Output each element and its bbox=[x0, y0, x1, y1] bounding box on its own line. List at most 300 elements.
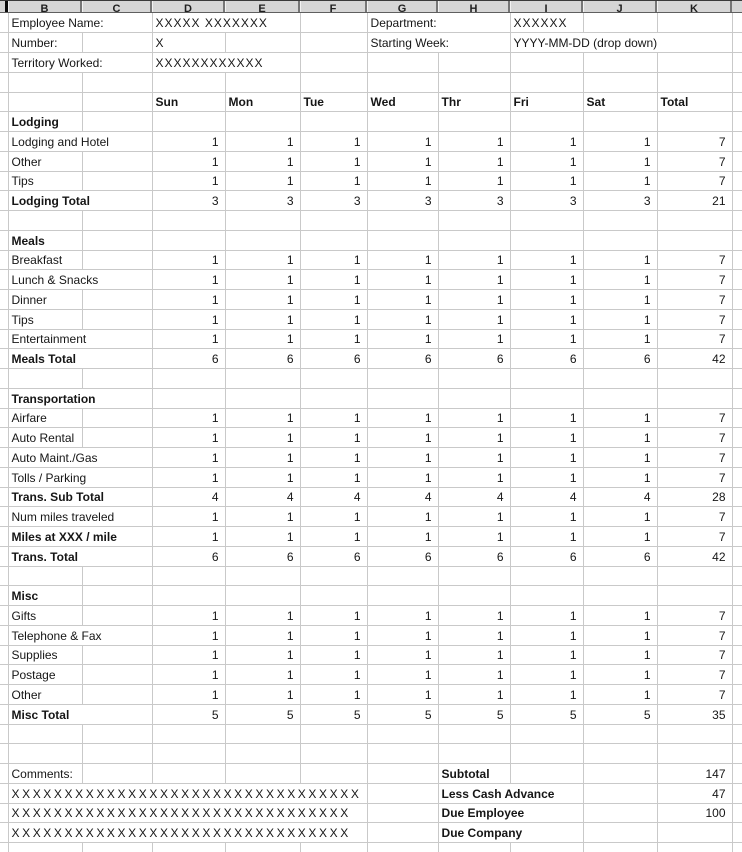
blank-cell[interactable] bbox=[0, 507, 8, 527]
cell-other-0[interactable]: 1 bbox=[152, 151, 225, 171]
cell-lodging-total-0[interactable]: 3 bbox=[152, 191, 225, 211]
blank-cell[interactable] bbox=[732, 53, 742, 73]
cell-meals-total-1[interactable]: 6 bbox=[225, 349, 300, 369]
blank-cell[interactable] bbox=[225, 369, 300, 389]
blank-cell[interactable] bbox=[732, 230, 742, 250]
blank-cell[interactable] bbox=[510, 72, 583, 92]
blank-cell[interactable] bbox=[152, 566, 225, 586]
blank-cell[interactable] bbox=[732, 290, 742, 310]
cell-tips-3[interactable]: 1 bbox=[367, 309, 438, 329]
cell-breakfast-2[interactable]: 1 bbox=[300, 250, 367, 270]
blank-cell[interactable] bbox=[657, 112, 732, 132]
cell-auto-rental-5[interactable]: 1 bbox=[510, 428, 583, 448]
cell-supplies-1[interactable]: 1 bbox=[225, 645, 300, 665]
cell-tips-7[interactable]: 7 bbox=[657, 171, 732, 191]
cell-lodging-total-5[interactable]: 3 bbox=[510, 191, 583, 211]
blank-cell[interactable] bbox=[0, 448, 8, 468]
day-header-mon[interactable]: Mon bbox=[225, 92, 300, 112]
cell-auto-maint-gas-4[interactable]: 1 bbox=[438, 448, 510, 468]
row-label-airfare[interactable]: Airfare bbox=[8, 408, 82, 428]
cell-other-0[interactable]: 1 bbox=[152, 685, 225, 705]
cell-num-miles-traveled-7[interactable]: 7 bbox=[657, 507, 732, 527]
cell-postage-2[interactable]: 1 bbox=[300, 665, 367, 685]
cell-airfare-6[interactable]: 1 bbox=[583, 408, 657, 428]
blank-cell[interactable] bbox=[82, 586, 152, 606]
blank-cell[interactable] bbox=[0, 566, 8, 586]
blank-cell[interactable] bbox=[0, 72, 8, 92]
cell-tolls-parking-5[interactable]: 1 bbox=[510, 467, 583, 487]
cell-num-miles-traveled-6[interactable]: 1 bbox=[583, 507, 657, 527]
blank-cell[interactable] bbox=[0, 823, 8, 843]
cell-trans-total-3[interactable]: 6 bbox=[367, 546, 438, 566]
blank-cell[interactable] bbox=[657, 744, 732, 764]
cell-auto-rental-1[interactable]: 1 bbox=[225, 428, 300, 448]
cell-trans-sub-total-0[interactable]: 4 bbox=[152, 487, 225, 507]
summary-label-less-cash-advance[interactable]: Less Cash Advance bbox=[438, 783, 583, 803]
blank-cell[interactable] bbox=[657, 843, 732, 852]
cell-trans-total-7[interactable]: 42 bbox=[657, 546, 732, 566]
cell-gifts-2[interactable]: 1 bbox=[300, 606, 367, 626]
row-label-misc-total[interactable]: Misc Total bbox=[8, 704, 152, 724]
blank-cell[interactable] bbox=[152, 369, 225, 389]
blank-cell[interactable] bbox=[225, 72, 300, 92]
column-header-j[interactable]: J bbox=[583, 1, 657, 12]
blank-cell[interactable] bbox=[0, 250, 8, 270]
cell-dinner-7[interactable]: 7 bbox=[657, 290, 732, 310]
row-label-gifts[interactable]: Gifts bbox=[8, 606, 82, 626]
cell-lodging-and-hotel-6[interactable]: 1 bbox=[583, 132, 657, 152]
cell-telephone-fax-7[interactable]: 7 bbox=[657, 625, 732, 645]
cell-supplies-4[interactable]: 1 bbox=[438, 645, 510, 665]
blank-cell[interactable] bbox=[583, 764, 657, 784]
cell-entertainment-2[interactable]: 1 bbox=[300, 329, 367, 349]
cell-auto-maint-gas-6[interactable]: 1 bbox=[583, 448, 657, 468]
cell-tolls-parking-3[interactable]: 1 bbox=[367, 467, 438, 487]
blank-cell[interactable] bbox=[367, 803, 438, 823]
day-header-sun[interactable]: Sun bbox=[152, 92, 225, 112]
cell-tips-6[interactable]: 1 bbox=[583, 171, 657, 191]
cell-other-7[interactable]: 7 bbox=[657, 685, 732, 705]
blank-cell[interactable] bbox=[225, 843, 300, 852]
blank-cell[interactable] bbox=[82, 369, 152, 389]
blank-cell[interactable] bbox=[367, 744, 438, 764]
blank-cell[interactable] bbox=[225, 112, 300, 132]
blank-cell[interactable] bbox=[657, 586, 732, 606]
section-title-misc[interactable]: Misc bbox=[8, 586, 82, 606]
row-label-meals-total[interactable]: Meals Total bbox=[8, 349, 152, 369]
blank-cell[interactable] bbox=[510, 112, 583, 132]
blank-cell[interactable] bbox=[0, 783, 8, 803]
blank-cell[interactable] bbox=[152, 744, 225, 764]
cell-auto-rental-0[interactable]: 1 bbox=[152, 428, 225, 448]
starting-week-dropdown-value[interactable]: YYYY-MM-DD (drop down) bbox=[510, 33, 732, 53]
blank-cell[interactable] bbox=[732, 665, 742, 685]
territory-worked-value[interactable]: XXXXXXXXXXXX bbox=[152, 53, 300, 73]
blank-cell[interactable] bbox=[0, 270, 8, 290]
blank-cell[interactable] bbox=[8, 566, 82, 586]
blank-cell[interactable] bbox=[82, 645, 152, 665]
blank-cell[interactable] bbox=[583, 13, 657, 33]
blank-cell[interactable] bbox=[583, 112, 657, 132]
blank-cell[interactable] bbox=[225, 33, 300, 53]
cell-tolls-parking-2[interactable]: 1 bbox=[300, 467, 367, 487]
day-header-total[interactable]: Total bbox=[657, 92, 732, 112]
cell-trans-sub-total-1[interactable]: 4 bbox=[225, 487, 300, 507]
row-label-miles-at-xxx-mile[interactable]: Miles at XXX / mile bbox=[8, 527, 152, 547]
blank-cell[interactable] bbox=[732, 191, 742, 211]
cell-other-6[interactable]: 1 bbox=[583, 151, 657, 171]
row-label-auto-maint-gas[interactable]: Auto Maint./Gas bbox=[8, 448, 152, 468]
cell-telephone-fax-6[interactable]: 1 bbox=[583, 625, 657, 645]
cell-trans-sub-total-5[interactable]: 4 bbox=[510, 487, 583, 507]
blank-cell[interactable] bbox=[583, 230, 657, 250]
blank-cell[interactable] bbox=[0, 665, 8, 685]
row-label-trans-sub-total[interactable]: Trans. Sub Total bbox=[8, 487, 152, 507]
blank-cell[interactable] bbox=[583, 369, 657, 389]
cell-other-7[interactable]: 7 bbox=[657, 151, 732, 171]
cell-entertainment-1[interactable]: 1 bbox=[225, 329, 300, 349]
summary-value-subtotal[interactable]: 147 bbox=[657, 764, 732, 784]
cell-lodging-total-3[interactable]: 3 bbox=[367, 191, 438, 211]
blank-cell[interactable] bbox=[438, 211, 510, 231]
cell-auto-maint-gas-3[interactable]: 1 bbox=[367, 448, 438, 468]
employee-name-label[interactable]: Employee Name: bbox=[8, 13, 152, 33]
blank-cell[interactable] bbox=[732, 329, 742, 349]
cell-dinner-4[interactable]: 1 bbox=[438, 290, 510, 310]
cell-tips-5[interactable]: 1 bbox=[510, 171, 583, 191]
cell-supplies-5[interactable]: 1 bbox=[510, 645, 583, 665]
cell-gifts-7[interactable]: 7 bbox=[657, 606, 732, 626]
blank-cell[interactable] bbox=[732, 309, 742, 329]
cell-tips-4[interactable]: 1 bbox=[438, 309, 510, 329]
blank-cell[interactable] bbox=[732, 487, 742, 507]
blank-cell[interactable] bbox=[82, 566, 152, 586]
cell-meals-total-0[interactable]: 6 bbox=[152, 349, 225, 369]
blank-cell[interactable] bbox=[583, 823, 657, 843]
cell-tips-1[interactable]: 1 bbox=[225, 171, 300, 191]
blank-cell[interactable] bbox=[82, 764, 152, 784]
blank-cell[interactable] bbox=[510, 586, 583, 606]
blank-cell[interactable] bbox=[0, 290, 8, 310]
cell-lodging-and-hotel-5[interactable]: 1 bbox=[510, 132, 583, 152]
blank-cell[interactable] bbox=[0, 546, 8, 566]
blank-cell[interactable] bbox=[583, 566, 657, 586]
cell-meals-total-5[interactable]: 6 bbox=[510, 349, 583, 369]
cell-lodging-total-4[interactable]: 3 bbox=[438, 191, 510, 211]
blank-cell[interactable] bbox=[510, 724, 583, 744]
blank-cell[interactable] bbox=[82, 250, 152, 270]
blank-cell[interactable] bbox=[82, 171, 152, 191]
comment-line-1[interactable]: XXXXXXXXXXXXXXXXXXXXXXXXXXXXXXXXX bbox=[8, 783, 367, 803]
summary-value-less-cash-advance[interactable]: 47 bbox=[657, 783, 732, 803]
blank-cell[interactable] bbox=[732, 645, 742, 665]
blank-cell[interactable] bbox=[82, 33, 152, 53]
blank-cell[interactable] bbox=[0, 803, 8, 823]
blank-cell[interactable] bbox=[657, 724, 732, 744]
blank-cell[interactable] bbox=[8, 744, 82, 764]
cell-lodging-and-hotel-3[interactable]: 1 bbox=[367, 132, 438, 152]
column-header-g[interactable]: G bbox=[367, 1, 438, 12]
blank-cell[interactable] bbox=[732, 408, 742, 428]
cell-gifts-1[interactable]: 1 bbox=[225, 606, 300, 626]
blank-cell[interactable] bbox=[0, 92, 8, 112]
cell-breakfast-5[interactable]: 1 bbox=[510, 250, 583, 270]
blank-cell[interactable] bbox=[510, 211, 583, 231]
cell-trans-sub-total-3[interactable]: 4 bbox=[367, 487, 438, 507]
cell-airfare-7[interactable]: 7 bbox=[657, 408, 732, 428]
blank-cell[interactable] bbox=[438, 53, 510, 73]
blank-cell[interactable] bbox=[438, 843, 510, 852]
cell-other-3[interactable]: 1 bbox=[367, 685, 438, 705]
blank-cell[interactable] bbox=[367, 586, 438, 606]
blank-cell[interactable] bbox=[438, 744, 510, 764]
blank-cell[interactable] bbox=[732, 625, 742, 645]
cell-miles-at-xxx-mile-3[interactable]: 1 bbox=[367, 527, 438, 547]
blank-cell[interactable] bbox=[732, 783, 742, 803]
row-label-lunch-snacks[interactable]: Lunch & Snacks bbox=[8, 270, 152, 290]
blank-cell[interactable] bbox=[82, 92, 152, 112]
cell-tips-6[interactable]: 1 bbox=[583, 309, 657, 329]
blank-cell[interactable] bbox=[82, 606, 152, 626]
blank-cell[interactable] bbox=[82, 428, 152, 448]
blank-cell[interactable] bbox=[732, 33, 742, 53]
cell-misc-total-6[interactable]: 5 bbox=[583, 704, 657, 724]
cell-auto-maint-gas-5[interactable]: 1 bbox=[510, 448, 583, 468]
blank-cell[interactable] bbox=[300, 112, 367, 132]
cell-gifts-3[interactable]: 1 bbox=[367, 606, 438, 626]
blank-cell[interactable] bbox=[367, 764, 438, 784]
day-header-wed[interactable]: Wed bbox=[367, 92, 438, 112]
blank-cell[interactable] bbox=[367, 230, 438, 250]
blank-cell[interactable] bbox=[82, 230, 152, 250]
cell-postage-6[interactable]: 1 bbox=[583, 665, 657, 685]
cell-lodging-total-1[interactable]: 3 bbox=[225, 191, 300, 211]
blank-cell[interactable] bbox=[732, 388, 742, 408]
cell-tips-0[interactable]: 1 bbox=[152, 171, 225, 191]
blank-cell[interactable] bbox=[225, 230, 300, 250]
blank-cell[interactable] bbox=[300, 369, 367, 389]
blank-cell[interactable] bbox=[732, 467, 742, 487]
blank-cell[interactable] bbox=[82, 685, 152, 705]
blank-cell[interactable] bbox=[438, 369, 510, 389]
cell-breakfast-6[interactable]: 1 bbox=[583, 250, 657, 270]
blank-cell[interactable] bbox=[225, 388, 300, 408]
blank-cell[interactable] bbox=[300, 211, 367, 231]
blank-cell[interactable] bbox=[510, 764, 583, 784]
cell-entertainment-6[interactable]: 1 bbox=[583, 329, 657, 349]
blank-cell[interactable] bbox=[225, 744, 300, 764]
cell-breakfast-4[interactable]: 1 bbox=[438, 250, 510, 270]
section-title-lodging[interactable]: Lodging bbox=[8, 112, 82, 132]
column-header-k[interactable]: K bbox=[657, 1, 732, 12]
cell-lodging-total-7[interactable]: 21 bbox=[657, 191, 732, 211]
cell-misc-total-7[interactable]: 35 bbox=[657, 704, 732, 724]
blank-cell[interactable] bbox=[367, 823, 438, 843]
blank-cell[interactable] bbox=[82, 665, 152, 685]
blank-cell[interactable] bbox=[367, 211, 438, 231]
blank-cell[interactable] bbox=[0, 586, 8, 606]
cell-telephone-fax-2[interactable]: 1 bbox=[300, 625, 367, 645]
blank-cell[interactable] bbox=[300, 764, 367, 784]
blank-cell[interactable] bbox=[657, 211, 732, 231]
blank-cell[interactable] bbox=[367, 566, 438, 586]
section-title-meals[interactable]: Meals bbox=[8, 230, 82, 250]
blank-cell[interactable] bbox=[657, 230, 732, 250]
blank-cell[interactable] bbox=[732, 13, 742, 33]
blank-cell[interactable] bbox=[0, 329, 8, 349]
cell-lodging-and-hotel-1[interactable]: 1 bbox=[225, 132, 300, 152]
cell-telephone-fax-1[interactable]: 1 bbox=[225, 625, 300, 645]
blank-cell[interactable] bbox=[0, 625, 8, 645]
blank-cell[interactable] bbox=[0, 527, 8, 547]
blank-cell[interactable] bbox=[0, 230, 8, 250]
cell-num-miles-traveled-1[interactable]: 1 bbox=[225, 507, 300, 527]
cell-entertainment-0[interactable]: 1 bbox=[152, 329, 225, 349]
cell-misc-total-5[interactable]: 5 bbox=[510, 704, 583, 724]
cell-postage-1[interactable]: 1 bbox=[225, 665, 300, 685]
cell-tips-2[interactable]: 1 bbox=[300, 171, 367, 191]
blank-cell[interactable] bbox=[367, 388, 438, 408]
blank-cell[interactable] bbox=[367, 53, 438, 73]
blank-cell[interactable] bbox=[300, 13, 367, 33]
blank-cell[interactable] bbox=[0, 349, 8, 369]
blank-cell[interactable] bbox=[0, 704, 8, 724]
cell-telephone-fax-5[interactable]: 1 bbox=[510, 625, 583, 645]
blank-cell[interactable] bbox=[438, 230, 510, 250]
cell-breakfast-1[interactable]: 1 bbox=[225, 250, 300, 270]
blank-cell[interactable] bbox=[510, 53, 583, 73]
blank-cell[interactable] bbox=[438, 388, 510, 408]
blank-cell[interactable] bbox=[583, 744, 657, 764]
blank-cell[interactable] bbox=[300, 72, 367, 92]
cell-trans-sub-total-4[interactable]: 4 bbox=[438, 487, 510, 507]
blank-cell[interactable] bbox=[0, 112, 8, 132]
cell-dinner-2[interactable]: 1 bbox=[300, 290, 367, 310]
cell-other-5[interactable]: 1 bbox=[510, 685, 583, 705]
cell-trans-total-6[interactable]: 6 bbox=[583, 546, 657, 566]
cell-lunch-snacks-0[interactable]: 1 bbox=[152, 270, 225, 290]
cell-entertainment-5[interactable]: 1 bbox=[510, 329, 583, 349]
cell-miles-at-xxx-mile-5[interactable]: 1 bbox=[510, 527, 583, 547]
blank-cell[interactable] bbox=[8, 92, 82, 112]
column-header-d[interactable]: D bbox=[152, 1, 225, 12]
cell-tolls-parking-7[interactable]: 7 bbox=[657, 467, 732, 487]
blank-cell[interactable] bbox=[732, 211, 742, 231]
cell-supplies-2[interactable]: 1 bbox=[300, 645, 367, 665]
cell-lodging-and-hotel-7[interactable]: 7 bbox=[657, 132, 732, 152]
cell-other-1[interactable]: 1 bbox=[225, 685, 300, 705]
cell-miles-at-xxx-mile-4[interactable]: 1 bbox=[438, 527, 510, 547]
cell-misc-total-2[interactable]: 5 bbox=[300, 704, 367, 724]
cell-auto-maint-gas-7[interactable]: 7 bbox=[657, 448, 732, 468]
number-label[interactable]: Number: bbox=[8, 33, 82, 53]
blank-cell[interactable] bbox=[732, 171, 742, 191]
blank-cell[interactable] bbox=[657, 369, 732, 389]
blank-cell[interactable] bbox=[0, 132, 8, 152]
row-label-postage[interactable]: Postage bbox=[8, 665, 82, 685]
blank-cell[interactable] bbox=[510, 230, 583, 250]
cell-misc-total-3[interactable]: 5 bbox=[367, 704, 438, 724]
blank-cell[interactable] bbox=[0, 764, 8, 784]
cell-lodging-and-hotel-4[interactable]: 1 bbox=[438, 132, 510, 152]
blank-cell[interactable] bbox=[438, 112, 510, 132]
cell-trans-total-0[interactable]: 6 bbox=[152, 546, 225, 566]
day-header-tue[interactable]: Tue bbox=[300, 92, 367, 112]
blank-cell[interactable] bbox=[152, 388, 225, 408]
blank-cell[interactable] bbox=[732, 428, 742, 448]
blank-cell[interactable] bbox=[367, 112, 438, 132]
blank-cell[interactable] bbox=[0, 53, 8, 73]
blank-cell[interactable] bbox=[657, 13, 732, 33]
cell-trans-sub-total-6[interactable]: 4 bbox=[583, 487, 657, 507]
blank-cell[interactable] bbox=[0, 843, 8, 852]
blank-cell[interactable] bbox=[8, 369, 82, 389]
blank-cell[interactable] bbox=[583, 388, 657, 408]
cell-gifts-4[interactable]: 1 bbox=[438, 606, 510, 626]
cell-airfare-2[interactable]: 1 bbox=[300, 408, 367, 428]
blank-cell[interactable] bbox=[510, 566, 583, 586]
blank-cell[interactable] bbox=[152, 764, 225, 784]
cell-meals-total-4[interactable]: 6 bbox=[438, 349, 510, 369]
blank-cell[interactable] bbox=[300, 388, 367, 408]
cell-tolls-parking-0[interactable]: 1 bbox=[152, 467, 225, 487]
blank-cell[interactable] bbox=[438, 566, 510, 586]
cell-dinner-0[interactable]: 1 bbox=[152, 290, 225, 310]
blank-cell[interactable] bbox=[0, 606, 8, 626]
column-header-b[interactable]: B bbox=[8, 1, 82, 12]
cell-airfare-1[interactable]: 1 bbox=[225, 408, 300, 428]
blank-cell[interactable] bbox=[152, 843, 225, 852]
blank-cell[interactable] bbox=[0, 388, 8, 408]
cell-airfare-3[interactable]: 1 bbox=[367, 408, 438, 428]
blank-cell[interactable] bbox=[0, 211, 8, 231]
cell-misc-total-1[interactable]: 5 bbox=[225, 704, 300, 724]
cell-num-miles-traveled-3[interactable]: 1 bbox=[367, 507, 438, 527]
row-label-lodging-total[interactable]: Lodging Total bbox=[8, 191, 152, 211]
summary-label-due-employee[interactable]: Due Employee bbox=[438, 803, 583, 823]
cell-miles-at-xxx-mile-7[interactable]: 7 bbox=[657, 527, 732, 547]
blank-cell[interactable] bbox=[583, 53, 657, 73]
cell-tolls-parking-4[interactable]: 1 bbox=[438, 467, 510, 487]
blank-cell[interactable] bbox=[82, 309, 152, 329]
blank-cell[interactable] bbox=[300, 53, 367, 73]
column-header-f[interactable]: F bbox=[300, 1, 367, 12]
blank-cell[interactable] bbox=[300, 744, 367, 764]
blank-cell[interactable] bbox=[225, 566, 300, 586]
summary-label-due-company[interactable]: Due Company bbox=[438, 823, 583, 843]
cell-supplies-3[interactable]: 1 bbox=[367, 645, 438, 665]
blank-cell[interactable] bbox=[732, 92, 742, 112]
blank-cell[interactable] bbox=[0, 191, 8, 211]
blank-cell[interactable] bbox=[732, 685, 742, 705]
cell-lunch-snacks-3[interactable]: 1 bbox=[367, 270, 438, 290]
row-label-auto-rental[interactable]: Auto Rental bbox=[8, 428, 82, 448]
blank-cell[interactable] bbox=[732, 527, 742, 547]
cell-gifts-6[interactable]: 1 bbox=[583, 606, 657, 626]
cell-other-4[interactable]: 1 bbox=[438, 151, 510, 171]
cell-other-2[interactable]: 1 bbox=[300, 151, 367, 171]
cell-telephone-fax-4[interactable]: 1 bbox=[438, 625, 510, 645]
cell-other-3[interactable]: 1 bbox=[367, 151, 438, 171]
blank-cell[interactable] bbox=[732, 507, 742, 527]
blank-cell[interactable] bbox=[152, 586, 225, 606]
blank-cell[interactable] bbox=[438, 724, 510, 744]
cell-lunch-snacks-6[interactable]: 1 bbox=[583, 270, 657, 290]
starting-week-label[interactable]: Starting Week: bbox=[367, 33, 510, 53]
blank-cell[interactable] bbox=[300, 230, 367, 250]
comment-line-3[interactable]: XXXXXXXXXXXXXXXXXXXXXXXXXXXXXXXX bbox=[8, 823, 367, 843]
blank-cell[interactable] bbox=[0, 428, 8, 448]
